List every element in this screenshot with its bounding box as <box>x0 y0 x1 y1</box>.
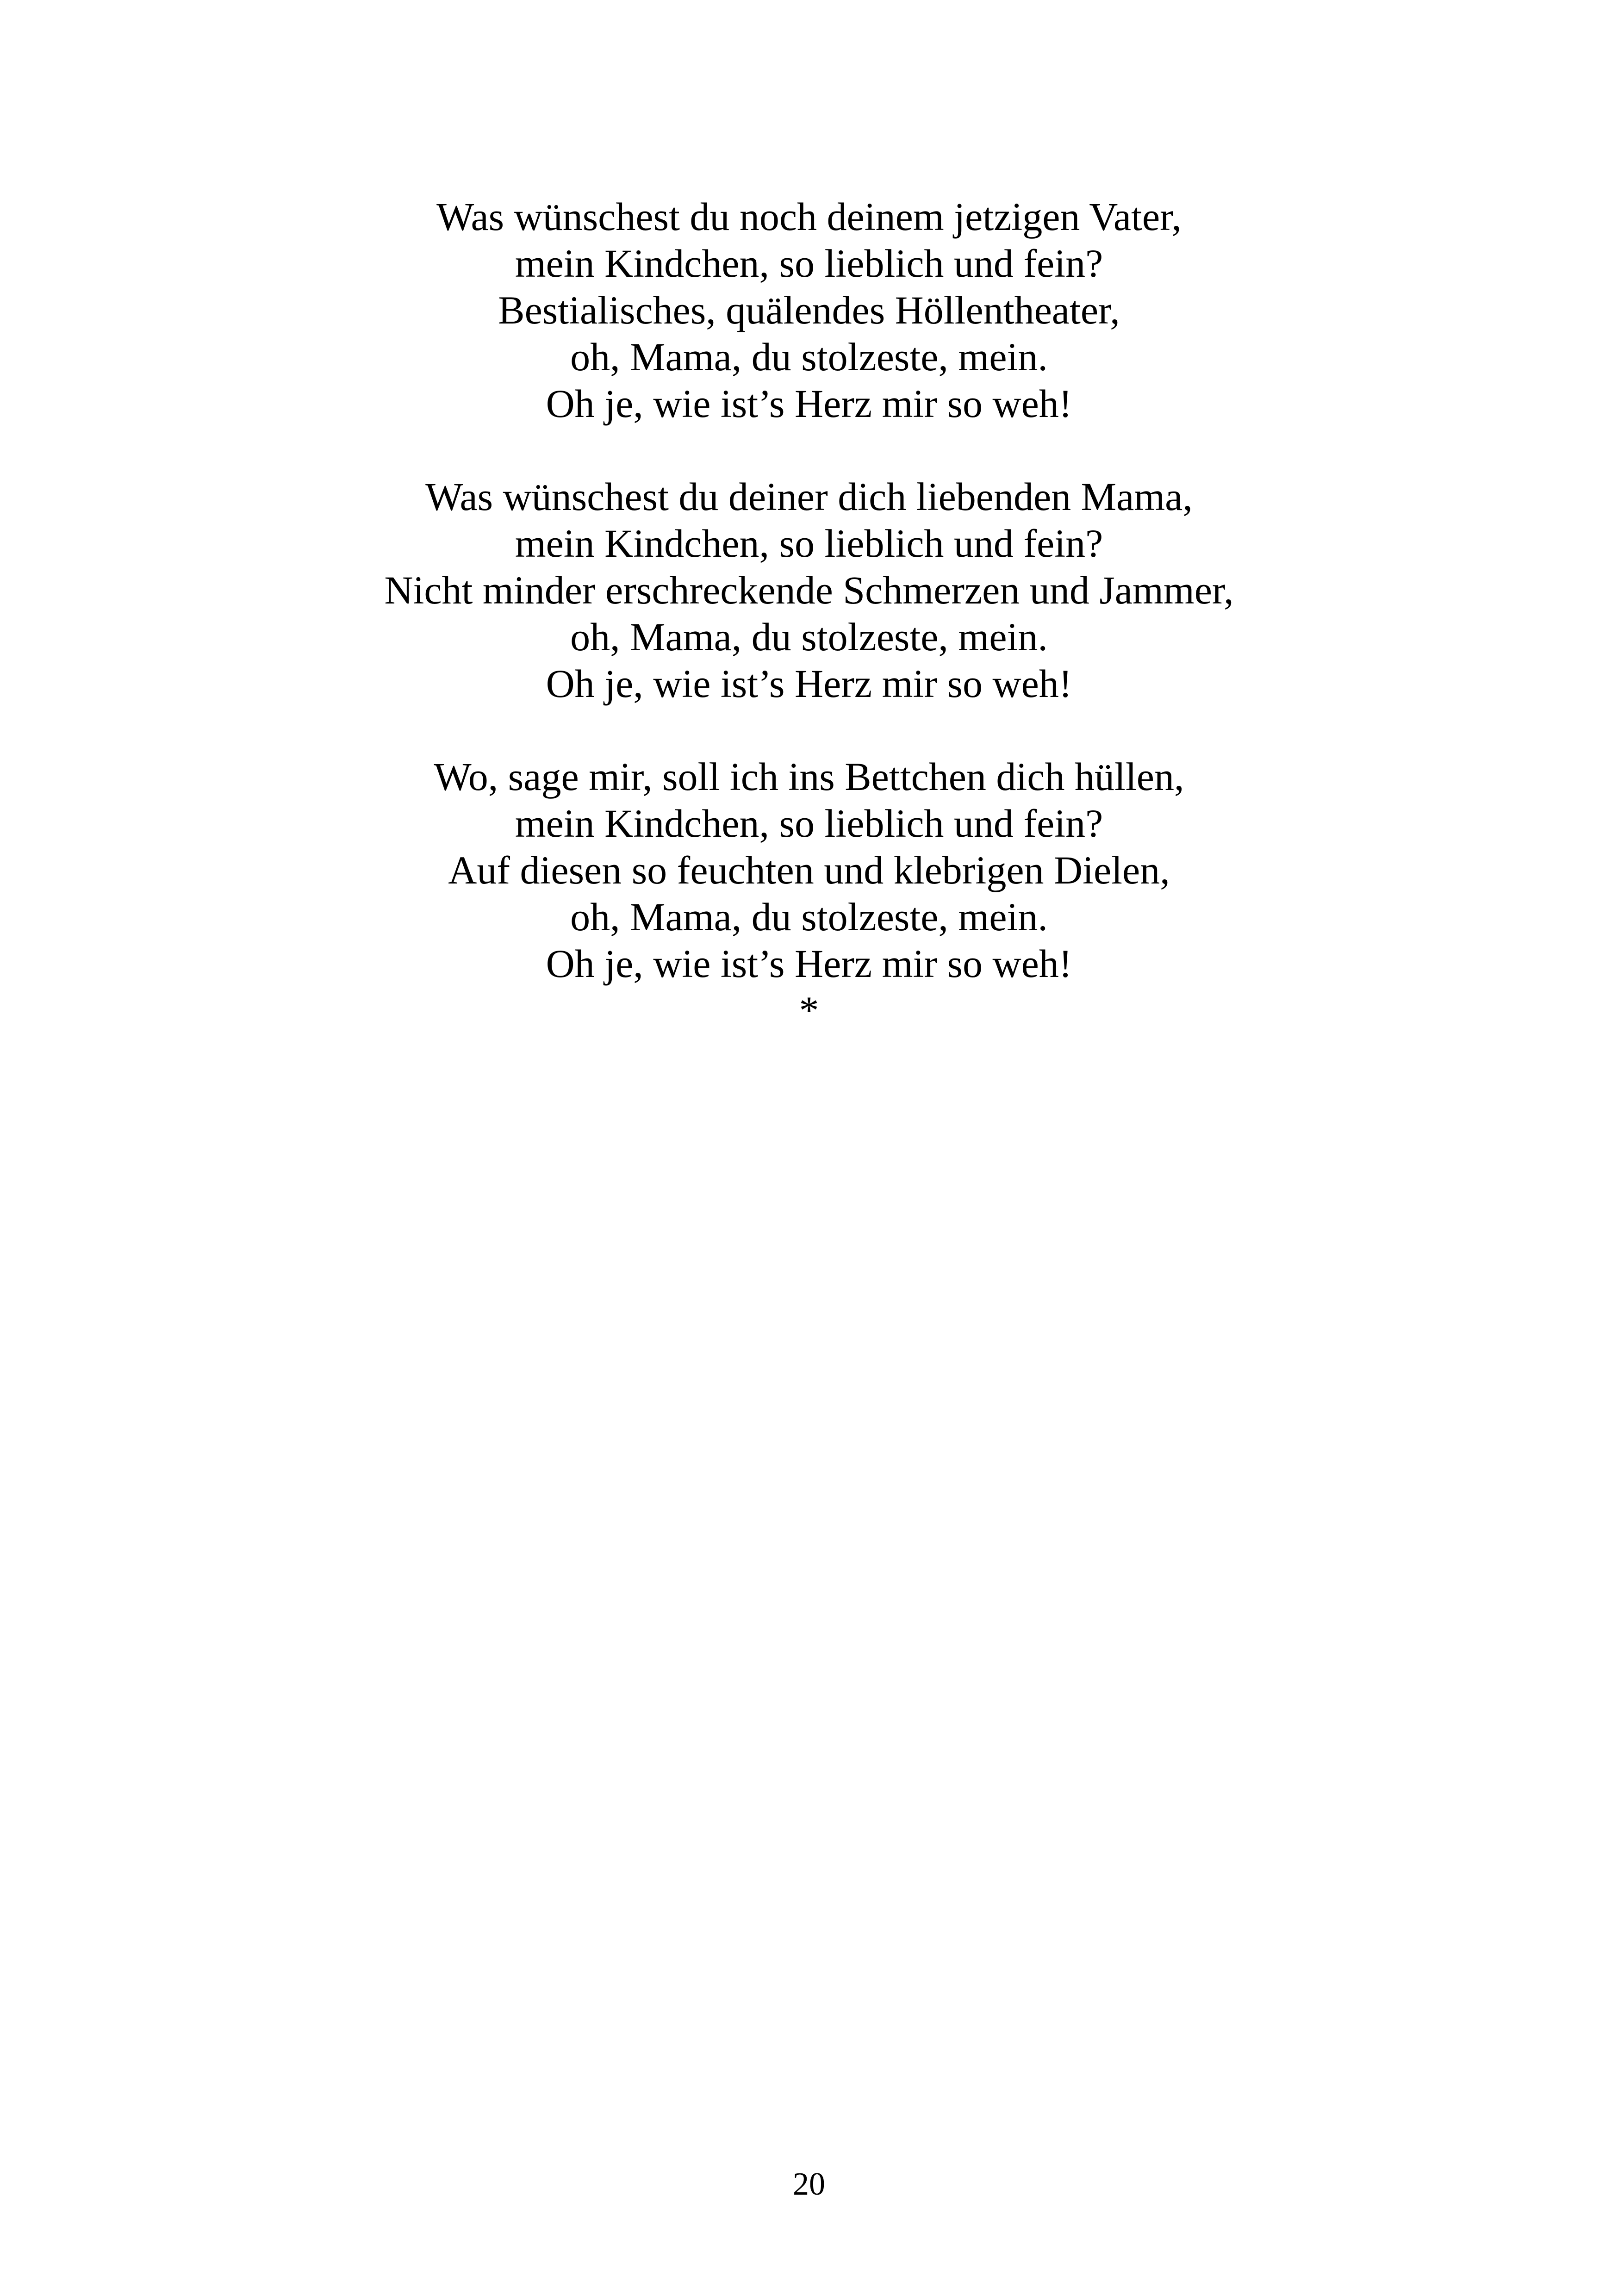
stanza-2 <box>0 473 1618 707</box>
verse-line: Was wünschest du noch deinem jetzigen Vater, <box>436 194 1182 239</box>
poem <box>0 193 1618 1034</box>
verse-line: oh, Mama, du stolzeste, mein. <box>570 615 1048 659</box>
verse-line: mein Kindchen, so lieblich und fein? <box>515 801 1103 846</box>
verse-line: Oh je, wie ist’s Herz mir so weh! <box>546 941 1072 986</box>
page-number: 20 <box>793 2166 825 2202</box>
stanza-1 <box>0 193 1618 427</box>
section-end-asterisk: * <box>799 988 819 1033</box>
verse-line: Auf diesen so feuchten und klebrigen Dielen, <box>448 848 1170 892</box>
verse-line: Bestialisches, quälendes Höllentheater, <box>498 288 1120 332</box>
verse-line: mein Kindchen, so lieblich und fein? <box>515 521 1103 566</box>
verse-line: Wo, sage mir, soll ich ins Bettchen dich hüllen, <box>434 754 1184 799</box>
verse-line: Was wünschest du deiner dich liebenden Mama, <box>425 474 1193 519</box>
verse-line: mein Kindchen, so lieblich und fein? <box>515 241 1103 286</box>
verse-line: Nicht minder erschreckende Schmerzen und Jammer, <box>384 568 1234 612</box>
verse-line: oh, Mama, du stolzeste, mein. <box>570 335 1048 379</box>
verse-line: Oh je, wie ist’s Herz mir so weh! <box>546 661 1072 706</box>
stanza-3 <box>0 753 1618 987</box>
verse-line: Oh je, wie ist’s Herz mir so weh! <box>546 381 1072 426</box>
verse-line: oh, Mama, du stolzeste, mein. <box>570 895 1048 939</box>
